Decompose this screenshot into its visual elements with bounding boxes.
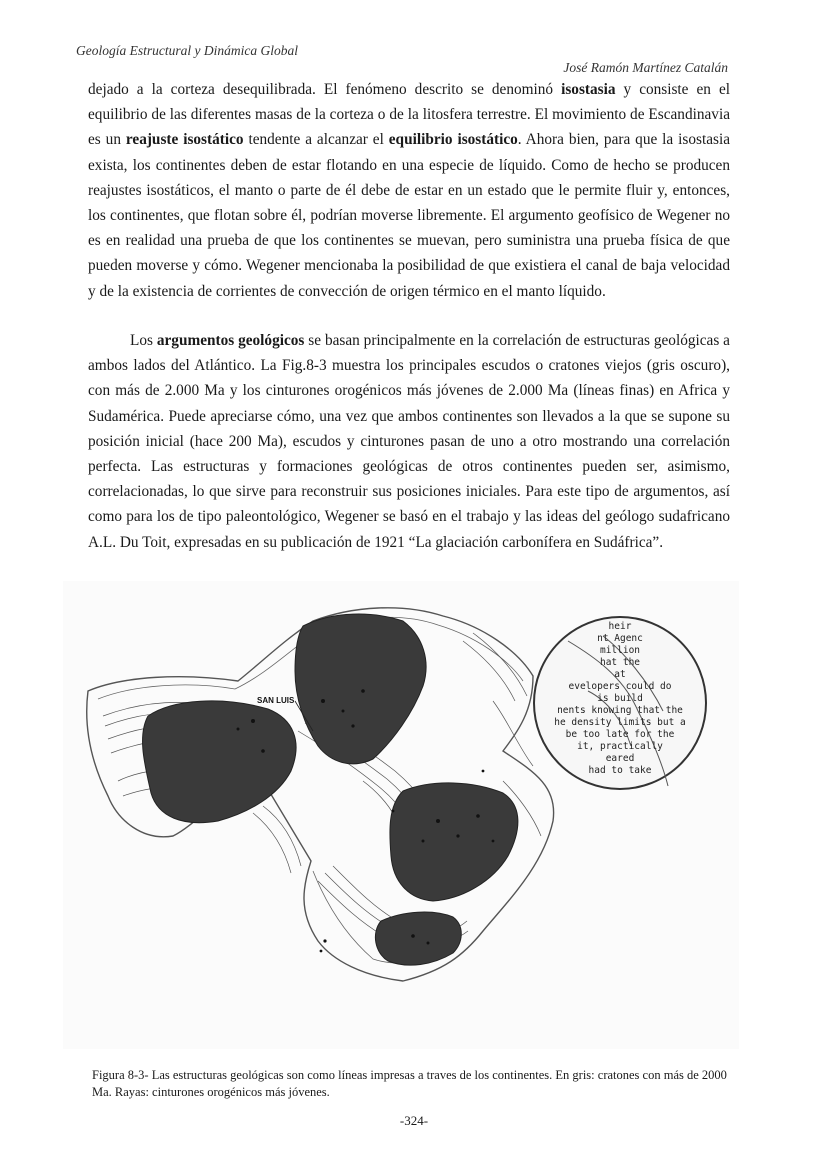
lens-text-line: had to take <box>588 765 652 776</box>
lens-text-line: at <box>614 669 626 680</box>
lens-text-line: it, practically <box>577 741 663 752</box>
text-span: y consiste en el equilibrio de las diferentes masas de la corteza o de la litosfera terrestre. El movimiento de Escandinavia es un <box>88 81 730 149</box>
craton-kalahari <box>375 912 461 965</box>
craton-amazonian <box>143 701 297 823</box>
text-span: . Ahora bien, para que la isostasia exista, los continentes deben de estar flotando en una especie de líquido. Como de hecho se producen reajustes isostáticos, el manto o parte de él debe de estar en un estado que le permite fluir y, entonces, los continentes, que flotan sobre él, podrían moverse libremente. El argumento geofísico de Wegener no es en realidad una prueba de que los continentes se muevan, pero suministra una prueba física de que pueden moverse y cómo. Wegener mencionaba la posibilidad de que existiera el canal de baja velocidad y de la existencia de corrientes de convección de origen térmico en el manto líquido. <box>88 131 730 300</box>
figure-continental-fit-map <box>63 581 739 1049</box>
lens-text-line: be too late for the <box>565 729 675 740</box>
bold-term: equilibrio isostático <box>388 131 518 149</box>
lens-text-line: nents knowing that the <box>557 705 683 716</box>
craton-west-african <box>295 614 426 764</box>
text-span: Los <box>130 332 157 349</box>
paragraph-1 <box>88 77 730 304</box>
map-svg <box>63 581 739 1049</box>
lens-text-line: eared <box>605 753 635 764</box>
lens-text-line: hat the <box>599 657 641 668</box>
text-span: se basan principalmente en la correlación de estructuras geológicas a ambos lados del Atlántico. La Fig.8-3 muestra los principales escudos o cratones viejos (gris oscuro), con más de 2.000 Ma y los cinturones orogénicos más jóvenes de 2.000 Ma (líneas finas) en Africa y Sudamérica. Puede apreciarse cómo, una vez que ambos continentes son llevados a la que se supone su posición inicial (hace 200 Ma), escudos y cinturones pasan de uno a otro mostrando una correlación perfecta. Las estructuras y formaciones geológicas de otros continentes pueden ser, asimismo, correlacionadas, lo que sirve para reconstruir sus posiciones iniciales. Para este tipo de argumentos, así como para los de tipo paleontológico, Wegener se basó en el trabajo y las ideas del geólogo sudafricano A.L. Du Toit, expresadas en su publicación de 1921 “La glaciación carbonífera en Sudáfrica”. <box>88 332 730 551</box>
page-number: -324- <box>399 1113 429 1128</box>
bold-term: isostasia <box>561 81 616 98</box>
lens-text-line: heir <box>608 621 632 632</box>
san-luis-label: SAN LUIS <box>257 696 295 705</box>
text-span: tendente a alcanzar el <box>243 131 389 149</box>
paragraph-2 <box>88 328 730 555</box>
figure-caption: Figura 8-3- Las estructuras geológicas son como líneas impresas a traves de los continentes. En gris: cratones con más de 2000 Ma. Rayas: cinturones orogénicos más jóvenes. <box>92 1068 727 1099</box>
cratons <box>143 614 518 965</box>
lens-text-line: nt Agenc <box>597 633 643 644</box>
book-title-header: Geología Estructural y Dinámica Global <box>76 43 298 58</box>
bold-term: argumentos geológicos <box>156 332 305 349</box>
text-span: dejado a la corteza desequilibrada. El fenómeno descrito se denominó <box>88 81 562 98</box>
craton-congo <box>390 783 518 901</box>
lens-text-line: evelopers could do <box>568 681 672 692</box>
lens-text-line: he density limits but a <box>554 717 686 728</box>
lens-text-line: million <box>599 645 641 656</box>
bold-term: reajuste isostático <box>125 131 244 149</box>
author-header: José Ramón Martínez Catalán <box>563 60 728 75</box>
lens-text-line: is build <box>597 693 643 704</box>
